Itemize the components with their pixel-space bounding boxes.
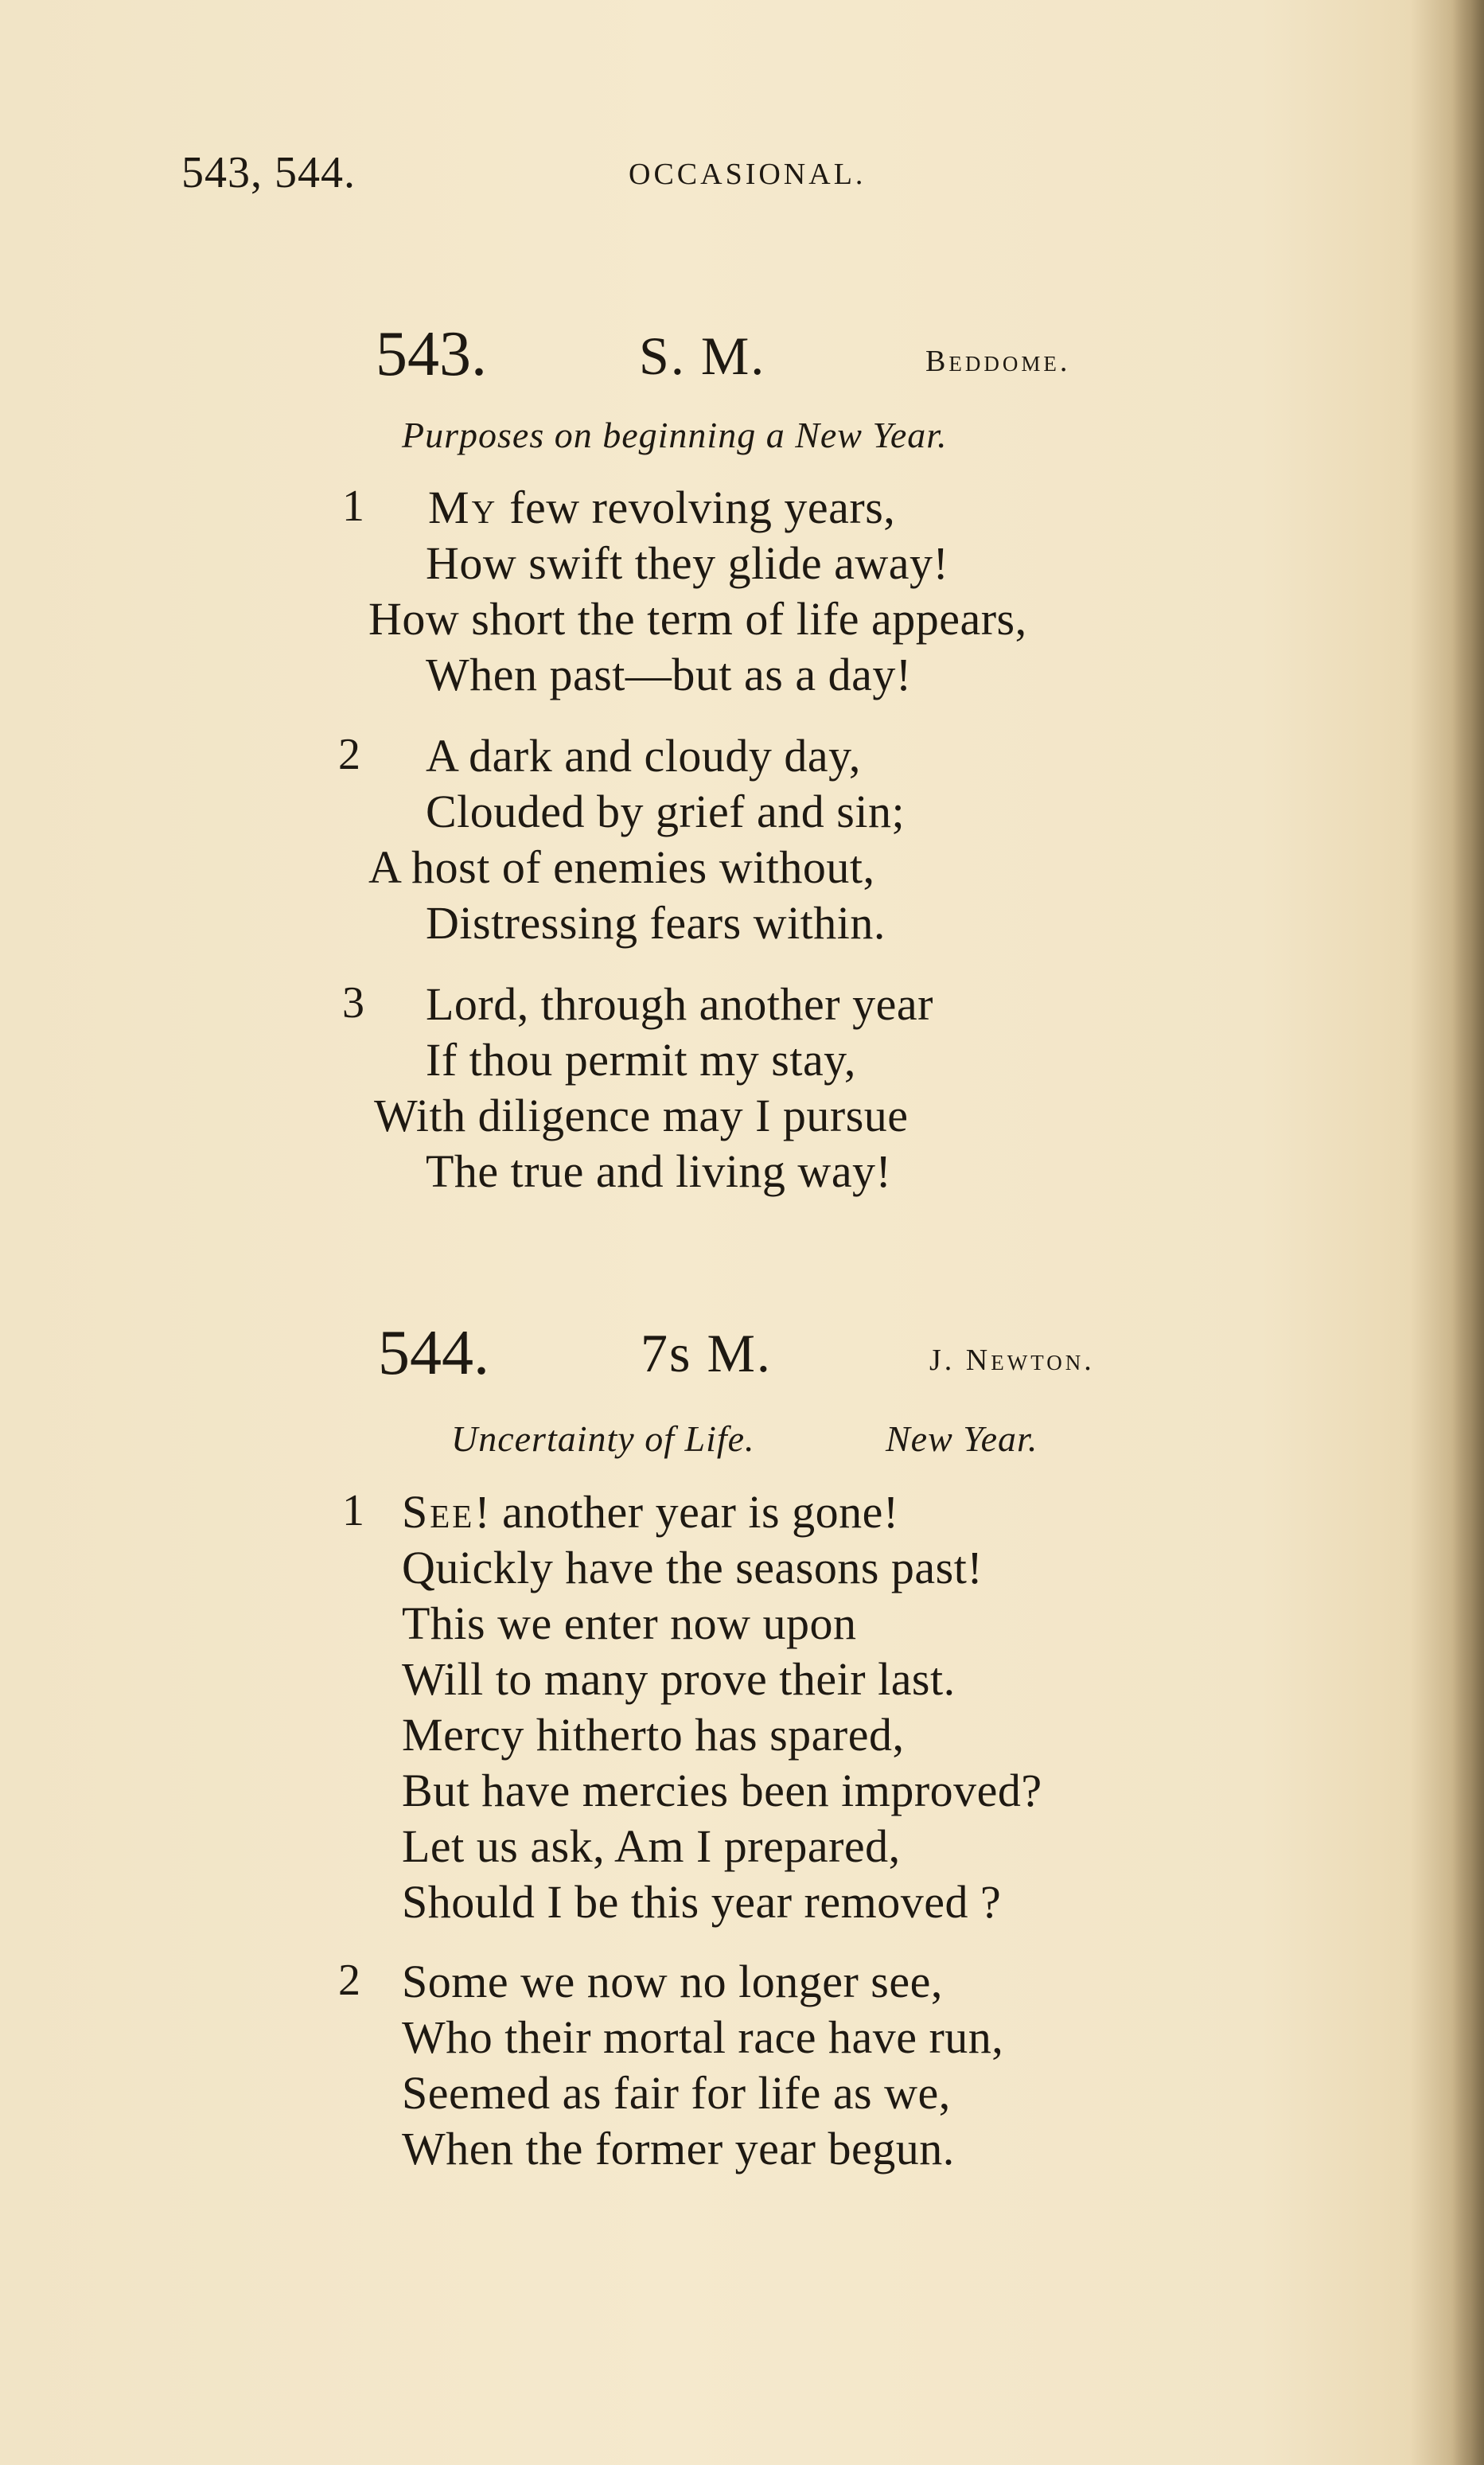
hymn-author: Beddome. — [925, 345, 1071, 378]
verse-line: Mercy hitherto has spared, — [402, 1709, 905, 1761]
verse-line: When the former year begun. — [402, 2123, 955, 2174]
verse-line: How short the term of life appears, — [368, 593, 1027, 645]
verse-line: When past—but as a day! — [426, 649, 912, 700]
verse-line: If thou permit my stay, — [426, 1034, 856, 1086]
verse-line: Let us ask, Am I prepared, — [402, 1820, 901, 1872]
verse-number: 2 — [338, 730, 360, 779]
verse-line: Clouded by grief and sin; — [426, 786, 906, 837]
verse-line: Who their mortal race have run, — [402, 2011, 1004, 2063]
verse-number: 1 — [342, 1486, 364, 1535]
running-header — [0, 147, 1484, 203]
hymn-subtitle-secondary: New Year. — [886, 1418, 1038, 1459]
hymn-number: 543. — [376, 319, 487, 389]
hymn-meter: 7s M. — [641, 1323, 772, 1383]
verse-line: How swift they glide away! — [426, 537, 949, 589]
verse-number: 2 — [338, 1956, 360, 2005]
page-edge-shadow — [1452, 0, 1484, 2465]
verse-line: Should I be this year removed ? — [402, 1876, 1002, 1928]
verse-line: Distressing fears within. — [426, 897, 886, 949]
verse-line: The true and living way! — [426, 1145, 892, 1197]
verse-line: Quickly have the seasons past! — [402, 1542, 983, 1593]
verse-initial: My — [428, 482, 498, 533]
verse-line: With diligence may I pursue — [374, 1090, 909, 1141]
hymn-author: J. Newton. — [929, 1344, 1095, 1377]
verse-line: Seemed as fair for life as we, — [402, 2067, 951, 2119]
hymn-number: 544. — [378, 1318, 489, 1388]
verse-number: 1 — [342, 482, 364, 531]
hymn-subtitle: Uncertainty of Life. — [451, 1418, 755, 1459]
hymn-meter: S. M. — [639, 326, 766, 386]
verse-line: Will to many prove their last. — [402, 1653, 956, 1705]
verse-line: Some we now no longer see, — [402, 1956, 943, 2007]
verse-initial: See — [402, 1486, 475, 1538]
verse-line: A host of enemies without, — [368, 841, 875, 893]
verse-line: This we enter now upon — [402, 1597, 857, 1649]
verse-line — [428, 481, 895, 534]
verse-line: A dark and cloudy day, — [426, 730, 861, 782]
hymn-subtitle: Purposes on beginning a New Year. — [402, 415, 948, 455]
verse-line — [402, 1485, 899, 1539]
verse-line: But have mercies been improved? — [402, 1765, 1042, 1816]
verse-line-text: ! another year is gone! — [474, 1486, 899, 1538]
verse-number: 3 — [342, 978, 364, 1028]
section-title: OCCASIONAL. — [629, 158, 867, 191]
verse-line: Lord, through another year — [426, 978, 933, 1030]
verse-line-text: few revolving years, — [497, 482, 896, 533]
page-range: 543, 544. — [181, 148, 356, 197]
